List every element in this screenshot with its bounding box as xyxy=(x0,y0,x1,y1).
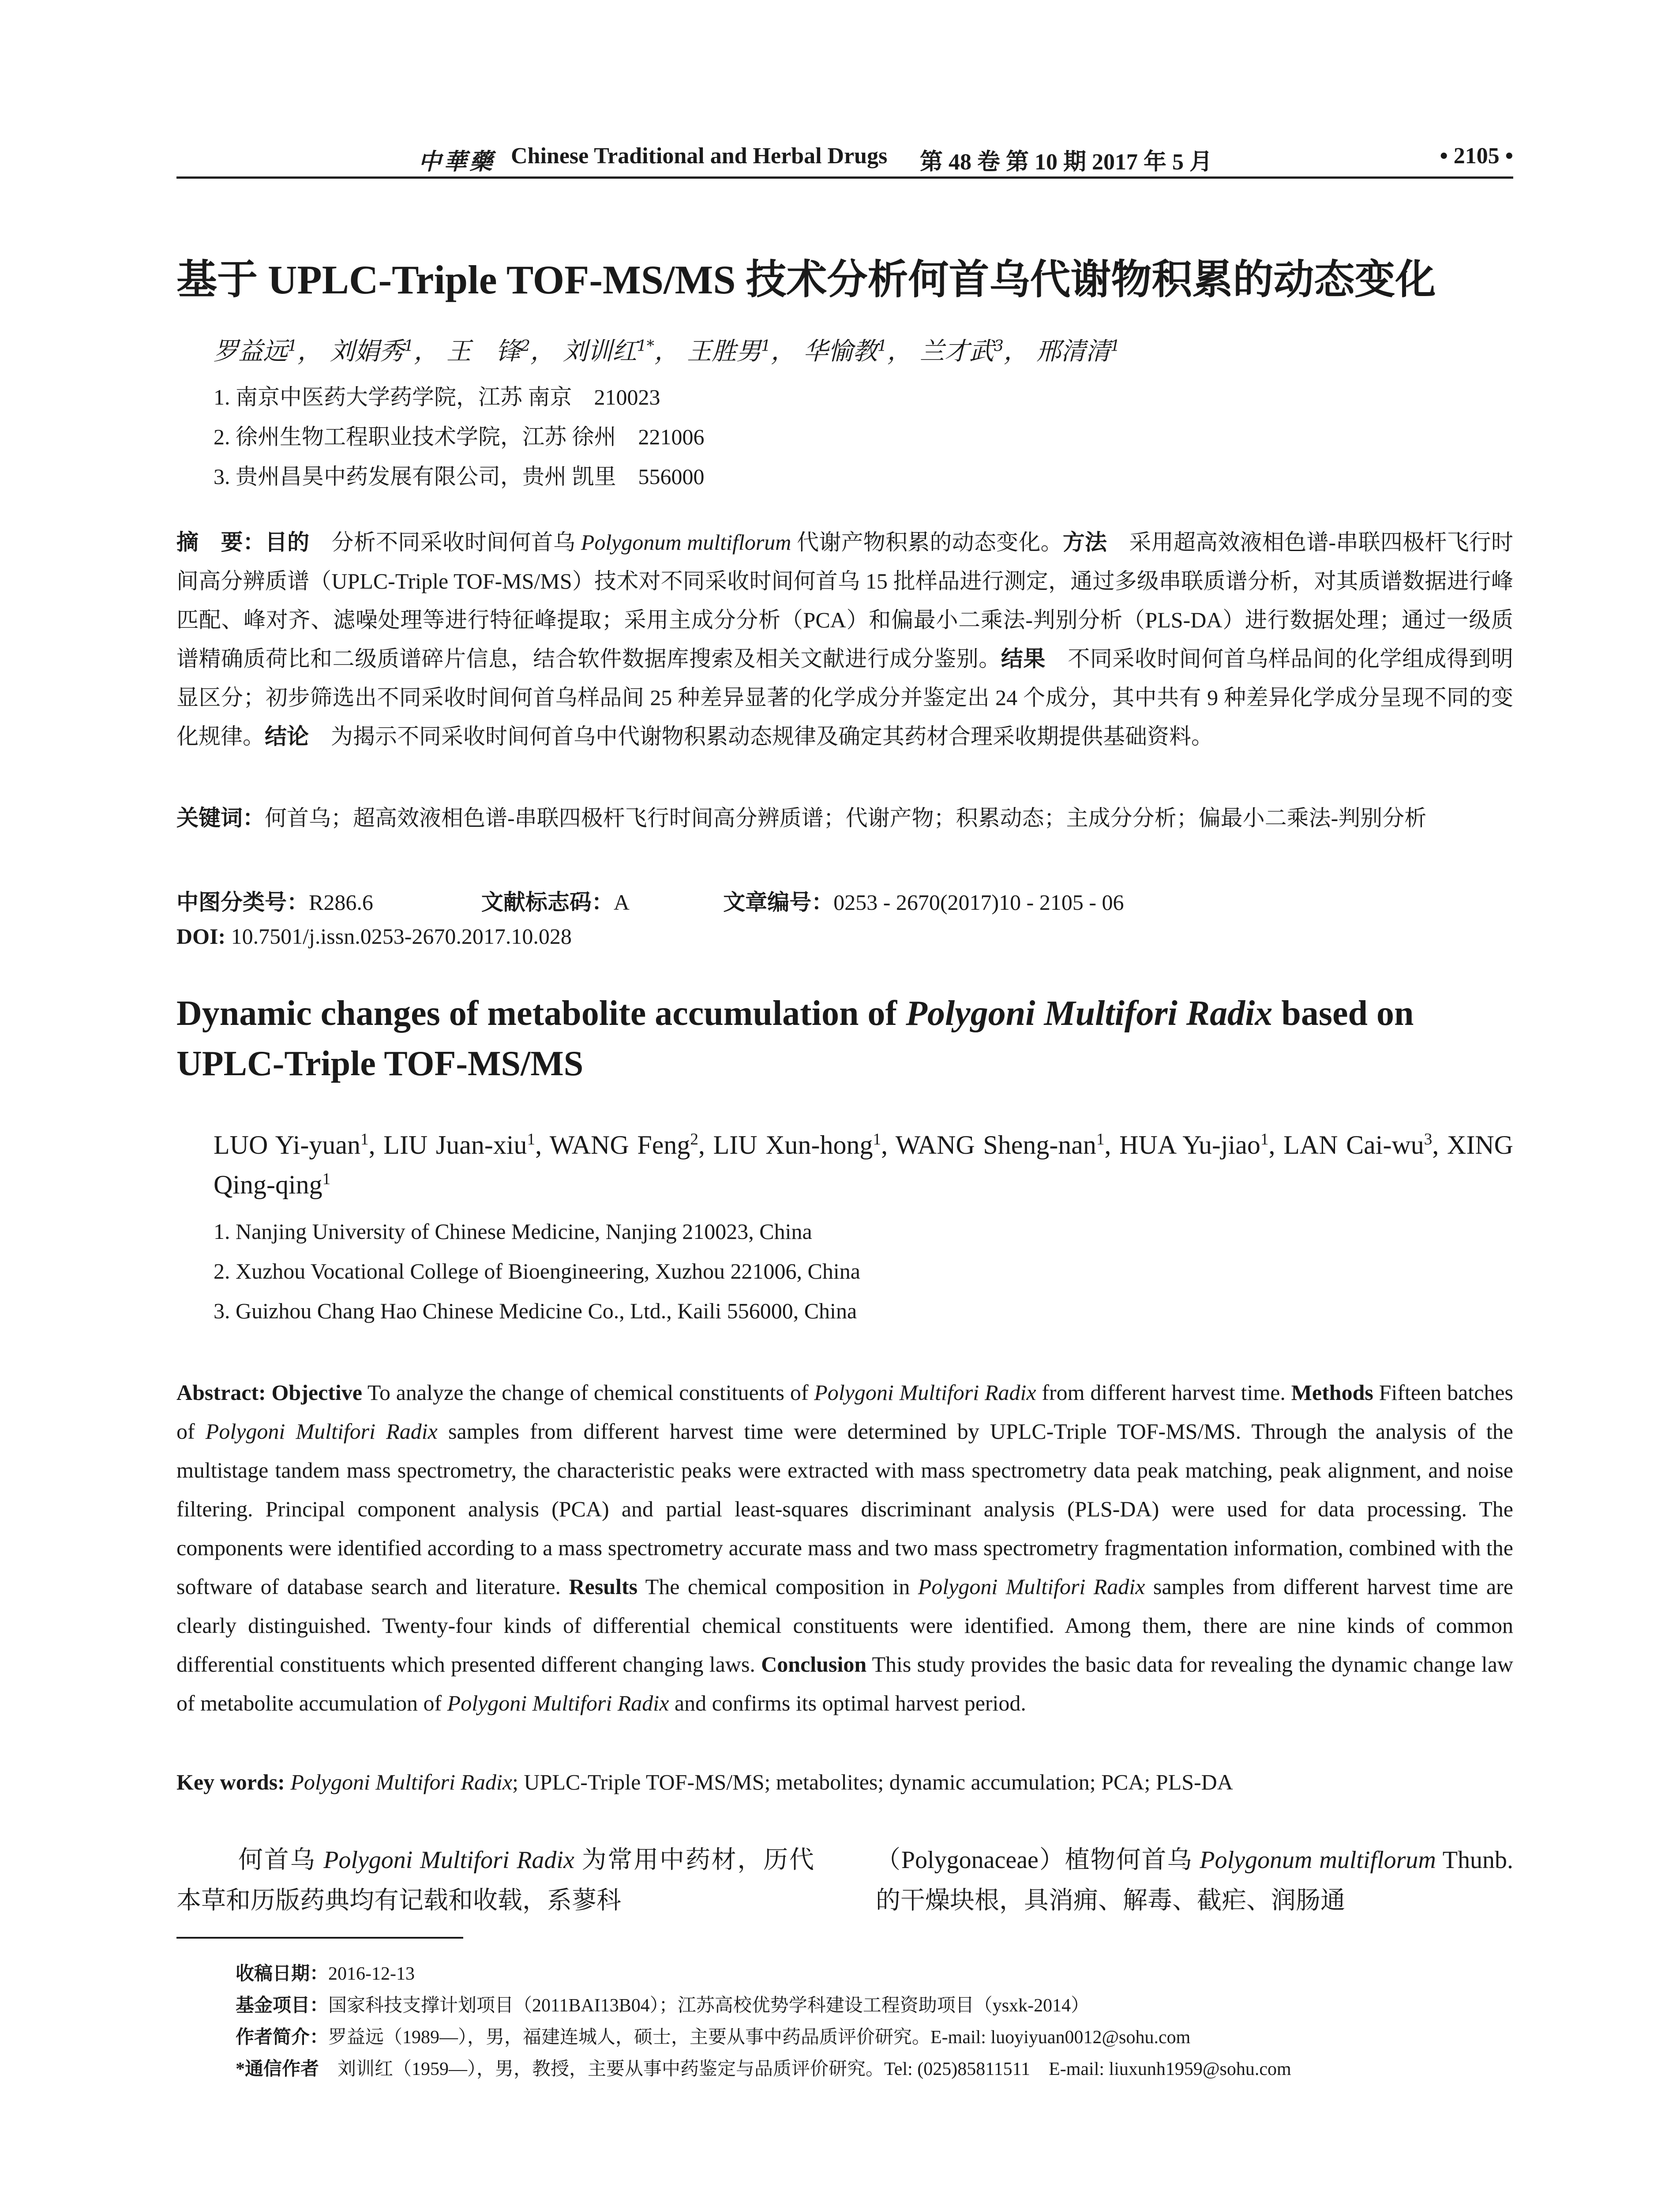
affiliation-cn-2: 2. 徐州生物工程职业技术学院，江苏 徐州 221006 xyxy=(214,424,705,449)
abstract-en: Abstract: Objective To analyze the change of chemical constituents of Polygoni Multifori Radix from different harvest time. Methods Fifteen batches of Polygoni Multifori Radix samples from different harvest time were determined by UPLC-Triple TOF-MS/MS. Through the analysis of the multistage tandem mass spectrometry, the characteristic peaks were extracted with mass spectrometry data peak matching, peak alignment, and noise filtering. Principal component analysis (PCA) and partial least-squares discriminant analysis (PLS-DA) were used for data processing. The components were identified according to a mass spectrometry accurate mass and two mass spectrometry fragmentation information, combined with the software of database search and literature. Results The chemical composition in Polygoni Multifori Radix samples from different harvest time are clearly distinguished. Twenty-four kinds of differential chemical constituents were identified. Among them, there are nine kinds of common differential constituents which presented different changing laws. Conclusion This study provides the basic data for revealing the dynamic change law of metabolite accumulation of Polygoni Multifori Radix and confirms its optimal harvest period. xyxy=(176,1380,1513,1715)
author-cn: 华愉教$^1$， xyxy=(803,337,912,366)
affiliation-cn-3: 3. 贵州昌昊中药发展有限公司，贵州 凯里 556000 xyxy=(214,464,705,489)
keywords-cn-label: 关键词： xyxy=(176,806,265,830)
author-cn: 王胜男$^1$， xyxy=(686,337,796,366)
affiliation-en-2: 2. Xuzhou Vocational College of Bioengineering, Xuzhou 221006, China xyxy=(214,1259,860,1283)
page-number: • 2105 • xyxy=(1440,143,1513,169)
author-cn: 刘训红$^{1*}$， xyxy=(562,337,679,366)
affiliation-en-3: 3. Guizhou Chang Hao Chinese Medicine Co., Ltd., Kaili 556000, China xyxy=(214,1298,857,1323)
abstract-cn-label: 摘 要： xyxy=(176,530,265,555)
author-cn: 罗益远$^1$， xyxy=(214,337,322,366)
author-cn: 兰才武$^3$， xyxy=(919,337,1028,366)
footnote-rule xyxy=(176,1937,463,1939)
author-cn: 邢清清$^1$ xyxy=(1036,337,1120,366)
header-rule xyxy=(176,176,1513,179)
affiliation-cn-1: 1. 南京中医药大学药学院，江苏 南京 210023 xyxy=(214,385,660,409)
keywords-cn: 关键词：何首乌；超高效液相色谱-串联四极杆飞行时间高分辨质谱；代谢产物；积累动态；主成分分析；偏最小二乘法-判别分析 xyxy=(176,806,1427,830)
affiliation-en-1: 1. Nanjing University of Chinese Medicine, Nanjing 210023, China xyxy=(214,1219,812,1244)
footnote-received: 收稿日期：2016-12-13 xyxy=(236,1964,415,1984)
title-en: Dynamic changes of metabolite accumulation of Polygoni Multifori Radix based on UPLC-Triple TOF-MS/MS xyxy=(176,994,1414,1083)
methods-label-cn: 方法 xyxy=(1062,530,1107,555)
journal-title: Chinese Traditional and Herbal Drugs xyxy=(511,143,888,169)
results-label-cn: 结果 xyxy=(1001,646,1046,671)
abstract-cn: 摘 要：目的 分析不同采收时间何首乌 Polygonum multiflorum 代谢产物积累的动态变化。方法 采用超高效液相色谱-串联四极杆飞行时间高分辨质谱（UPLC-Triple TOF-MS/MS）技术对不同采收时间何首乌 15 批样品进行测定，通过多级串联质谱分析，对其质谱数据进行峰匹配、峰对齐、滤噪处理等进行特征峰提取；采用主成分分析（PCA）和偏最小二乘法-判别分析（PLS-DA）进行数据处理；通过一级质谱精确质荷比和二级质谱碎片信息，结合软件数据库搜索及相关文献进行成分鉴别。结果 不同采收时间何首乌样品间的化学组成得到明显区分；初步筛选出不同采收时间何首乌样品间 25 种差异显著的化学成分并鉴定出 24 个成分，其中共有 9 种差异化学成分呈现不同的变化规律。结论 为揭示不同采收时间何首乌中代谢物积累动态规律及确定其药材合理采收期提供基础资料。 xyxy=(176,530,1514,749)
author-cn: 刘娟秀$^1$， xyxy=(330,337,439,366)
conclusion-label-cn: 结论 xyxy=(265,724,309,749)
doi-line: DOI: 10.7501/j.issn.0253-2670.2017.10.028 xyxy=(176,924,572,949)
footnote-author: 作者简介：罗益远（1989—），男，福建连城人，硕士，主要从事中药品质评价研究。E-mail: luoyiyuan0012@sohu.com xyxy=(236,2027,1191,2048)
doi-link[interactable]: 10.7501/j.issn.0253-2670.2017.10.028 xyxy=(231,924,572,949)
running-header xyxy=(176,140,1513,176)
journal-logo: 中華藥 xyxy=(418,150,495,175)
volume-issue: 第 48 卷 第 10 期 2017 年 5 月 xyxy=(920,150,1213,175)
body-column-right: （Polygonaceae）植物何首乌 Polygonum multiflorum Thunb. 的干燥块根，具消痈、解毒、截疟、润肠通 xyxy=(876,1846,1514,1914)
keywords-en: Key words: Polygoni Multifori Radix; UPLC-Triple TOF-MS/MS; metabolites; dynamic accumulation; PCA; PLS-DA xyxy=(176,1770,1233,1794)
footnote-corresponding: *通信作者 刘训红（1959—），男，教授，主要从事中药鉴定与品质评价研究。Tel: (025)85811511 E-mail: liuxunh1959@sohu.com xyxy=(236,2059,1291,2079)
body-column-left: 何首乌 Polygoni Multifori Radix 为常用中药材，历代本草和历版药典均有记载和收载，系蓼科 xyxy=(176,1846,814,1914)
footnote-fund: 基金项目：国家科技支撑计划项目（2011BAI13B04）；江苏高校优势学科建设工程资助项目（ysxk-2014） xyxy=(236,1996,1090,2016)
objective-label-cn: 目的 xyxy=(265,530,310,555)
title-cn: 基于 UPLC-Triple TOF-MS/MS 技术分析何首乌代谢物积累的动态变化 xyxy=(176,257,1436,302)
authors-cn xyxy=(214,332,1120,367)
author-cn: 王 锋$^2$， xyxy=(446,337,555,366)
authors-en: LUO Yi-yuan$^1$, LIU Juan-xiu$^1$, WANG Feng$^2$, LIU Xun-hong$^1$, WANG Sheng-nan$^1$, HUA Yu-jiao$^1$, LAN Cai-$wu^3$, XING Qing-qing$^1$ xyxy=(214,1130,1514,1199)
classification-line: 中图分类号：R286.6 文献标志码：A 文章编号：0253 - 2670(2017)10 - 2105 - 06 xyxy=(176,890,1124,915)
